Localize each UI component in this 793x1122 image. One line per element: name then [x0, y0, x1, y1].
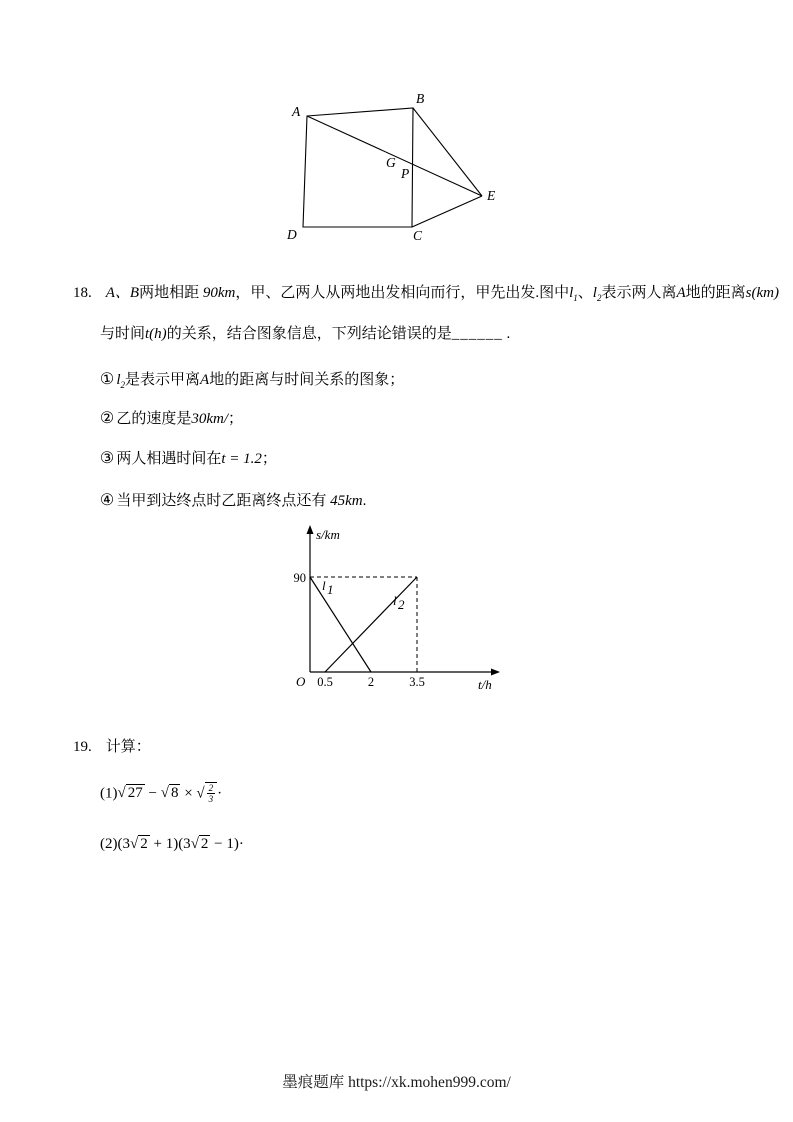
math-t-h: t(h) [145, 326, 167, 342]
math-45km: 45km [330, 493, 363, 509]
text: 与时间 [100, 326, 146, 342]
question-19-title [73, 735, 151, 756]
y-axis-label: s/km [316, 527, 340, 542]
operator-minus: − [144, 785, 161, 802]
label-P: P [401, 166, 410, 181]
tick-3-5: 3.5 [409, 675, 425, 689]
text: 乙的速度是 [116, 411, 192, 427]
line-l2 [325, 577, 417, 672]
segment-CE [412, 196, 482, 227]
text: . [502, 326, 511, 342]
x-axis-arrow [491, 669, 500, 676]
text: . [362, 493, 367, 509]
math-A: A [676, 285, 686, 301]
question-19-item-1 [100, 782, 222, 805]
text: ，甲、乙两人从两地出发相向而行，甲先出发.图中 [235, 285, 570, 301]
text: ； [228, 411, 244, 427]
text: 、 [577, 285, 593, 301]
subscript-2: 2 [596, 293, 602, 303]
label-G: G [386, 155, 396, 170]
question-18-number: 18. [73, 285, 92, 301]
label-C: C [413, 228, 423, 243]
radical-sign: √ [160, 785, 169, 802]
sqrt-27 [118, 784, 145, 802]
text: (3 [117, 836, 130, 852]
radical-sign: √ [190, 836, 199, 852]
label-B: B [416, 91, 425, 106]
footer-watermark: 墨痕题库 https://xk.mohen999.com/ [282, 1074, 511, 1091]
label-l2: l [393, 593, 397, 608]
answer-blank: ______ [451, 326, 503, 342]
circled-3: ③ [99, 449, 116, 468]
text: − 1)· [210, 836, 244, 852]
option-2 [100, 407, 243, 428]
label-A: A [292, 104, 301, 119]
label-E: E [487, 188, 496, 203]
radicand: 2 [140, 836, 148, 852]
text: 的关系，结合图象信息，下列结论错误的是 [166, 326, 452, 342]
text: 表示两人离 [601, 285, 677, 301]
sqrt-8 [161, 784, 181, 802]
math-l1: l [569, 285, 574, 301]
denominator: 3 [208, 794, 214, 805]
sqrt-2 [191, 835, 211, 853]
fraction-2-3 [207, 783, 216, 805]
sqrt-frac-2-3 [196, 782, 217, 805]
question-18-line2 [100, 322, 510, 343]
distance-time-graph [280, 523, 520, 705]
option-3 [100, 447, 277, 468]
text: 是表示甲离 [125, 372, 201, 388]
radicand: 27 [127, 785, 143, 802]
text: 当甲到达终点时乙距离终点还有 [116, 493, 331, 509]
label-D: D [287, 227, 297, 242]
math-90km: 90km [202, 285, 236, 301]
y-axis-arrow [307, 525, 314, 534]
math-s-km: s(km) [745, 285, 779, 301]
text: 地的距离与时间关系的图象； [209, 372, 405, 388]
subscript-2: 2 [120, 380, 126, 390]
radical-sign: √ [196, 785, 205, 802]
radicand: 8 [170, 785, 179, 802]
x-axis-label: t/h [478, 677, 492, 692]
sqrt-2 [130, 835, 150, 853]
math-30km: 30km/ [191, 411, 229, 427]
math-AB: A、B [105, 285, 140, 301]
question-18-line1 [73, 281, 779, 302]
circled-2: ② [99, 409, 116, 428]
end-dot: · [217, 785, 223, 802]
option-4 [100, 489, 366, 510]
math-l2: l [116, 372, 121, 388]
origin-label: O [296, 674, 306, 689]
label-l2-sub: 2 [398, 597, 405, 612]
tick-2: 2 [367, 675, 375, 689]
square-ABCD [303, 108, 413, 227]
geometry-figure [270, 88, 510, 253]
tick-90: 90 [293, 571, 306, 585]
circled-1: ① [99, 370, 116, 389]
radical-sign: √ [117, 785, 126, 802]
tick-0-5: 0.5 [317, 675, 333, 689]
option-1 [100, 368, 404, 389]
item-label: (1) [100, 785, 118, 802]
item-label: (2) [100, 836, 118, 852]
math-l2: l [592, 285, 597, 301]
text: + 1)(3 [149, 836, 191, 852]
segment-BE [413, 108, 482, 196]
geometry-labels [286, 91, 496, 243]
label-l1-sub: 1 [327, 582, 334, 597]
radicand [205, 782, 218, 805]
text: 两人相遇时间在 [116, 451, 222, 467]
question-19-number: 19. [73, 739, 92, 755]
text: 地的距离 [685, 285, 746, 301]
circled-4: ④ [99, 491, 116, 510]
math-t-equals: t = 1.2 [221, 451, 262, 467]
text: 两地相距 [139, 285, 203, 301]
subscript-1: 1 [573, 293, 578, 303]
text: ； [261, 451, 277, 467]
question-19-item-2 [100, 835, 244, 853]
radicand: 2 [200, 836, 209, 852]
radical-sign: √ [130, 836, 139, 852]
label-l1: l [322, 578, 326, 593]
text: 计算： [105, 739, 151, 755]
numerator: 2 [208, 783, 214, 793]
line-l1 [310, 577, 371, 672]
operator-times: × [180, 785, 197, 802]
math-A: A [200, 372, 210, 388]
